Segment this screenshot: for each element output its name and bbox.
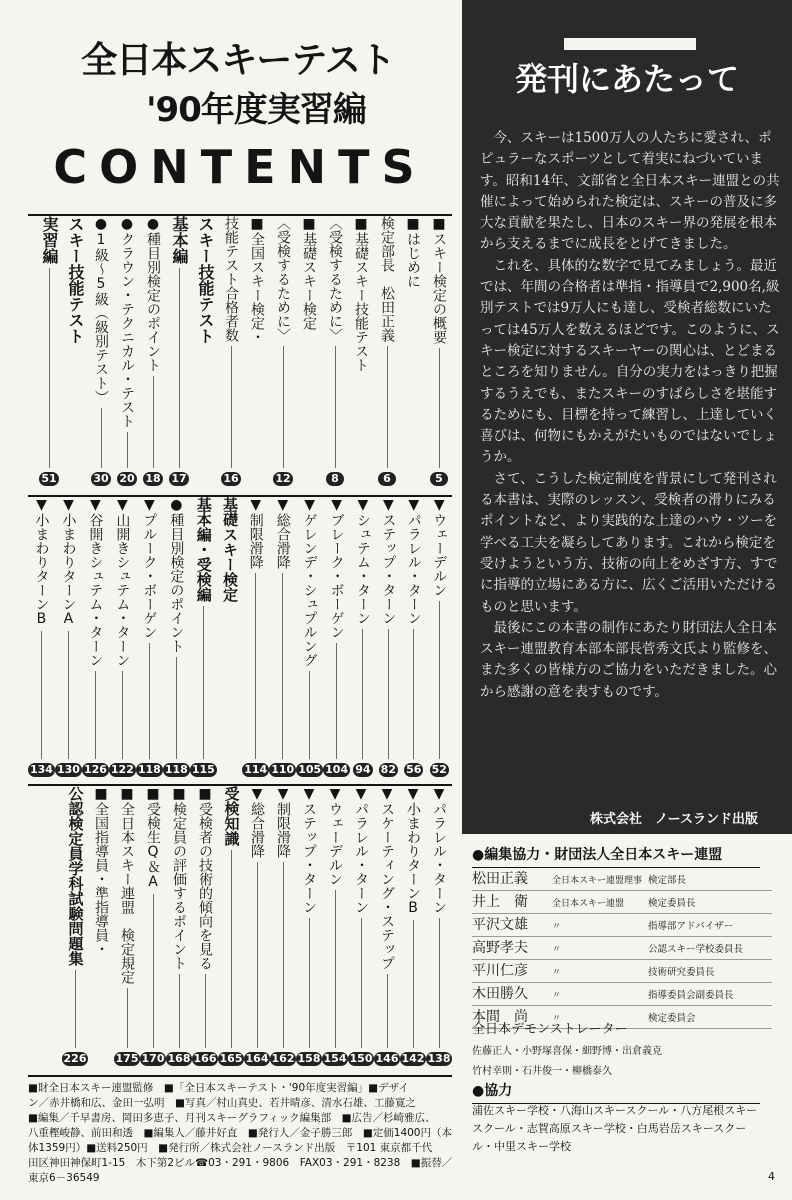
toc-page-number: 175 bbox=[115, 1052, 139, 1065]
toc-leader-line bbox=[336, 643, 337, 759]
toc-entry-title: ■基礎スキー検定 bbox=[301, 216, 317, 330]
toc-entry bbox=[400, 786, 426, 1066]
demonstrators-names: 佐藤正人・小野塚喜保・細野博・出倉義克 bbox=[472, 1046, 662, 1057]
toc-entry bbox=[374, 216, 400, 486]
toc-entry bbox=[244, 786, 270, 1066]
toc-entry-title: ▼ウェーデルン bbox=[431, 497, 448, 597]
toc-page-number: 105 bbox=[298, 763, 322, 776]
staff-organization: 〃 bbox=[552, 968, 562, 978]
demonstrators-label: 全日本デモンストレーター bbox=[472, 1022, 628, 1037]
toc-entry-title: ▼小まわりターンA bbox=[60, 497, 77, 627]
toc-page-number: 104 bbox=[325, 763, 349, 776]
toc-page-number: 6 bbox=[378, 472, 396, 486]
toc-entry-title: ▼ステップ・ターン bbox=[380, 497, 397, 625]
staff-role: 技術研究委員長 bbox=[648, 967, 715, 978]
toc-leader-line bbox=[387, 346, 388, 468]
credit-line: ■財全日本スキー連盟監修 ■「全日本スキーテスト・'90年度実習編」■デザイ bbox=[28, 1082, 409, 1094]
toc-page-number: 165 bbox=[219, 1052, 243, 1065]
credit-line: 東京6－36549 bbox=[28, 1172, 100, 1184]
toc-entry-title: 公認検定員学科試験問題集 bbox=[66, 786, 85, 966]
toc-entry bbox=[190, 497, 217, 777]
demonstrators-names: 竹村幸則・石井俊一・柳橋泰久 bbox=[472, 1066, 612, 1077]
toc-entry bbox=[88, 216, 114, 486]
foreword-body bbox=[480, 128, 780, 703]
toc-entry bbox=[374, 786, 400, 1066]
toc-entry bbox=[166, 216, 192, 486]
toc-entry-title: ■全日本スキー連盟 検定規定 bbox=[119, 786, 135, 984]
toc-leader-line bbox=[335, 890, 336, 1048]
toc-entry-title: ■検定員の評価するポイント bbox=[171, 786, 187, 970]
toc-entry-title: ■スキー検定の概要 bbox=[431, 216, 447, 344]
toc-entry-title: ■基礎スキー技能テスト bbox=[353, 216, 369, 372]
toc-entry-title: ▼小まわりターンB bbox=[405, 786, 421, 916]
toc-leader-line bbox=[68, 631, 69, 759]
toc-page-number: 114 bbox=[244, 763, 268, 776]
toc-leader-line bbox=[257, 862, 258, 1048]
toc-entry bbox=[136, 497, 163, 777]
toc-page-number: 82 bbox=[380, 763, 396, 776]
toc-entry bbox=[296, 216, 322, 486]
toc-entry bbox=[427, 497, 452, 777]
toc-panel-3 bbox=[28, 784, 452, 1066]
staff-name: 木田勝久 bbox=[472, 986, 528, 1002]
foreword-paragraph: 最後にこの本書の制作にあたり財団法人全日本スキー連盟教育本部本部長菅秀文氏より監修を、また多くの皆様方のご協力をいただきました。心から感謝の意を表すものです。 bbox=[480, 619, 777, 700]
toc-entry bbox=[323, 497, 350, 777]
staff-row bbox=[472, 960, 772, 983]
toc-entry bbox=[322, 786, 348, 1066]
toc-entry-title: ▼制限滑降 bbox=[247, 497, 264, 569]
toc-entry bbox=[55, 497, 82, 777]
foreword-paragraph: さて、こうした検定制度を背景にして発刊される本書は、実際のレッスン、受検者の滑りにみるポイントなど、より実践的な上達のハウ・ツーを学べる工夫を凝らしてあります。これから検定を受けようという方、技術の向上をめざす方、すでに指導的立場にある方に、広くご活用いただけるものと思います。 bbox=[480, 470, 778, 615]
toc-entry bbox=[269, 497, 296, 777]
toc-page-number: 122 bbox=[110, 763, 134, 776]
toc-page-number: 150 bbox=[349, 1052, 373, 1065]
toc-entry bbox=[109, 497, 136, 777]
page-number: 4 bbox=[768, 1170, 775, 1183]
toc-entry bbox=[62, 786, 88, 1066]
toc-leader-line bbox=[388, 629, 389, 759]
decorative-bar bbox=[564, 38, 696, 50]
toc-entry-title: ▼ブレーク・ボーゲン bbox=[328, 497, 345, 639]
toc-page-number: 134 bbox=[30, 763, 53, 776]
staff-name: 松田正義 bbox=[472, 871, 528, 887]
toc-leader-line bbox=[179, 268, 180, 468]
toc-leader-line bbox=[255, 573, 256, 759]
toc-page-number: 56 bbox=[406, 763, 422, 776]
toc-page-number: 142 bbox=[401, 1052, 425, 1065]
toc-entry-title: ▼シュテム・ターン bbox=[354, 497, 371, 625]
toc-leader-line bbox=[439, 918, 440, 1048]
toc-page-number: 8 bbox=[326, 472, 344, 486]
staff-organization: 〃 bbox=[552, 991, 562, 1001]
toc-entry bbox=[36, 216, 62, 486]
staff-row bbox=[472, 868, 772, 891]
toc-entry-title: 〈受検するために〉 bbox=[275, 216, 291, 342]
toc-entry bbox=[114, 786, 140, 1066]
toc-leader-line bbox=[176, 657, 177, 759]
toc-page-number: 164 bbox=[245, 1052, 269, 1065]
toc-entry-title: ■受検者の技術的傾向を見る bbox=[197, 786, 213, 970]
toc-page-number: 51 bbox=[41, 472, 57, 485]
toc-entry bbox=[82, 497, 109, 777]
toc-leader-line bbox=[335, 346, 336, 468]
toc-leader-line bbox=[231, 850, 232, 1048]
cooperation-heading: ●編集協力・財団法人全日本スキー連盟 bbox=[472, 844, 760, 868]
toc-entry bbox=[28, 497, 55, 777]
toc-page-number: 94 bbox=[355, 763, 371, 776]
toc-entry bbox=[348, 786, 374, 1066]
toc-page-number: 118 bbox=[164, 763, 188, 776]
foreword-panel bbox=[462, 0, 792, 834]
toc-entry-title: ●種目別検定のポイント bbox=[168, 497, 185, 653]
toc-page-number: 130 bbox=[56, 763, 80, 776]
toc-entry bbox=[401, 497, 426, 777]
toc-leader-line bbox=[153, 894, 154, 1048]
toc-leader-line bbox=[41, 631, 42, 759]
toc-entry-title: ▼小まわりターンB bbox=[33, 497, 50, 627]
toc-entry bbox=[244, 216, 270, 486]
toc-entry-title: 基本編 bbox=[170, 216, 189, 264]
toc-entry-title: 受検知識 bbox=[222, 786, 241, 846]
toc-entry bbox=[192, 786, 218, 1066]
toc-entry-title: 実習編 bbox=[40, 216, 59, 264]
toc-leader-line bbox=[231, 346, 232, 468]
toc-leader-line bbox=[153, 376, 154, 468]
toc-entry bbox=[296, 786, 322, 1066]
toc-entry-title: ▼プルーク・ボーゲン bbox=[141, 497, 158, 639]
toc-entry-title: ■はじめに bbox=[405, 216, 421, 288]
toc-entry bbox=[426, 786, 452, 1066]
toc-leader-line bbox=[203, 606, 204, 759]
toc-panel-2 bbox=[28, 495, 452, 777]
toc-entry-title: ▼パラレル・ターン bbox=[405, 497, 422, 625]
foreword-title: 発刊にあたって bbox=[514, 60, 739, 98]
toc-entry bbox=[270, 786, 296, 1066]
toc-leader-line bbox=[439, 348, 440, 468]
toc-entry bbox=[296, 497, 323, 777]
toc-page-number: 5 bbox=[430, 472, 448, 486]
toc-leader-line bbox=[179, 974, 180, 1048]
toc-leader-line bbox=[413, 920, 414, 1048]
toc-entry-title: ■全国スキー検定・ bbox=[249, 216, 265, 344]
toc-entry bbox=[192, 216, 218, 486]
toc-entry-title: ▼スケーティング・ステップ bbox=[379, 786, 395, 970]
staff-organization: 〃 bbox=[552, 1014, 562, 1024]
toc-page-number: 226 bbox=[63, 1052, 87, 1065]
staff-name: 平沢文雄 bbox=[472, 917, 528, 933]
toc-leader-line bbox=[387, 974, 388, 1048]
staff-name: 平川仁彦 bbox=[472, 963, 528, 979]
toc-page-number: 158 bbox=[297, 1052, 321, 1065]
publisher-name: 株式会社 ノースランド出版 bbox=[590, 812, 758, 827]
toc-entry-title: ■全国指導員・準指導員・ bbox=[93, 786, 109, 956]
toc-leader-line bbox=[361, 918, 362, 1048]
toc-entry-title: ●1級〜5級（級別テスト） bbox=[93, 216, 109, 404]
toc-entry bbox=[163, 497, 190, 777]
toc-page-number: 170 bbox=[141, 1052, 165, 1065]
toc-entry bbox=[348, 216, 374, 486]
cooperation-schools-heading: ●協力 bbox=[472, 1080, 760, 1104]
toc-entry-title: ▼制限滑降 bbox=[275, 786, 291, 858]
toc-leader-line bbox=[362, 629, 363, 759]
staff-row bbox=[472, 891, 772, 914]
staff-role: 指導部アドバイザー bbox=[648, 921, 734, 932]
toc-leader-line bbox=[101, 408, 102, 468]
toc-page-number: 12 bbox=[275, 472, 291, 485]
cooperating-schools: 浦佐スキー学校・八海山スキースクール・八方尾根スキースクール・志賀高原スキー学校・白馬岩岳スキースクール・中里スキー学校 bbox=[472, 1104, 758, 1153]
toc-entry-title: スキー技能テスト bbox=[196, 216, 215, 344]
foreword-paragraph: 今、スキーは1500万人の人たちに愛され、ポピュラーなスポーツとして着実にねづいています。昭和14年、文部省と全日本スキー連盟との共催によって始められた検定は、スキーの普及に多大な貢献を果たし、日本のスキー界の発展を根本から支えるまでに成長をとげてきました。 bbox=[480, 130, 780, 253]
toc-leader-line bbox=[283, 862, 284, 1048]
staff-organization: 〃 bbox=[552, 922, 562, 932]
contents-heading: CONTENTS bbox=[53, 140, 427, 194]
toc-entry bbox=[140, 786, 166, 1066]
staff-organization: 全日本スキー連盟 bbox=[552, 899, 625, 909]
toc-entry-title: ▼山開きシュテム・ターン bbox=[114, 497, 131, 667]
toc-page-number: 154 bbox=[323, 1052, 347, 1065]
toc-page-number: 115 bbox=[191, 763, 215, 776]
toc-page-number: 138 bbox=[427, 1052, 451, 1065]
staff-list bbox=[472, 868, 772, 1029]
toc-leader-line bbox=[75, 970, 76, 1048]
staff-role: 検定委員長 bbox=[648, 898, 696, 909]
toc-entry-title: 基礎スキー検定 bbox=[221, 497, 240, 602]
book-title: 全日本スキーテスト bbox=[81, 40, 395, 81]
toc-entry-title: 基本編・受検編 bbox=[194, 497, 213, 602]
toc-entry bbox=[62, 216, 88, 486]
toc-entry bbox=[114, 216, 140, 486]
staff-role: 検定部長 bbox=[648, 875, 687, 886]
credit-line: 体1359円）■送料250円 ■発行所／株式会社ノースランド出版 〒101 東京都千代 bbox=[28, 1142, 433, 1154]
toc-entry bbox=[217, 497, 242, 777]
toc-panel-1 bbox=[28, 214, 452, 486]
toc-entry-title: ▼ゲレンデ・シュプルング bbox=[301, 497, 318, 667]
toc-leader-line bbox=[413, 629, 414, 759]
toc-page-number: 110 bbox=[271, 763, 295, 776]
staff-organization: 〃 bbox=[552, 945, 562, 955]
toc-entry bbox=[350, 497, 375, 777]
toc-page-number: 20 bbox=[119, 472, 135, 485]
staff-role: 検定委員会 bbox=[648, 1013, 696, 1024]
toc-leader-line bbox=[439, 601, 440, 759]
credit-line: ン／赤井橋和広、金田一弘明 ■写真／村山真史、若井晴彦、清水石雄、工藤寛之 bbox=[28, 1097, 416, 1109]
toc-entry-title: 〈受検するために〉 bbox=[327, 216, 343, 342]
toc-entry bbox=[322, 216, 348, 486]
toc-entry bbox=[218, 786, 244, 1066]
toc-entry-title: ▼ウェーデルン bbox=[327, 786, 343, 886]
toc-leader-line bbox=[205, 974, 206, 1048]
book-subtitle: '90年度実習編 bbox=[146, 90, 366, 130]
toc-leader-line bbox=[149, 643, 150, 759]
toc-entry-title: ▼パラレル・ターン bbox=[431, 786, 447, 914]
toc-page-number: 18 bbox=[145, 472, 161, 485]
toc-leader-line bbox=[95, 671, 96, 759]
toc-entry-title: ▼総合滑降 bbox=[249, 786, 265, 858]
toc-page-number: 166 bbox=[193, 1052, 217, 1065]
staff-row bbox=[472, 937, 772, 960]
credit-line: 田区神田神保町1-15 木下第2ビル☎03・291・9806 FAX03・291・8238 ■振替／ bbox=[28, 1157, 453, 1169]
staff-role: 指導委員会副委員長 bbox=[648, 990, 734, 1001]
toc-entry bbox=[166, 786, 192, 1066]
toc-entry-title: 検定部長 松田正義 bbox=[379, 216, 395, 342]
toc-page-number: 118 bbox=[137, 763, 161, 776]
credit-line: 八重樫峻静、前田和透 ■編集人／藤井好直 ■発行人／金子勝三郎 ■定価1400円（本 bbox=[28, 1127, 452, 1139]
toc-leader-line bbox=[122, 671, 123, 759]
toc-page-number: 146 bbox=[375, 1052, 399, 1065]
staff-row bbox=[472, 914, 772, 937]
toc-entry bbox=[400, 216, 426, 486]
toc-entry-title: ▼総合滑降 bbox=[274, 497, 291, 569]
toc-entry bbox=[242, 497, 269, 777]
toc-entry bbox=[426, 216, 452, 486]
colophon-credits bbox=[28, 1075, 452, 1186]
toc-page-number: 17 bbox=[171, 472, 187, 485]
staff-organization: 全日本スキー連盟理事 bbox=[552, 876, 643, 886]
toc-page-number: 16 bbox=[223, 472, 239, 485]
toc-entry-title: スキー技能テスト bbox=[66, 216, 85, 344]
staff-name: 井上 衛 bbox=[472, 894, 528, 910]
staff-row bbox=[472, 983, 772, 1006]
toc-leader-line bbox=[283, 346, 284, 468]
toc-leader-line bbox=[127, 988, 128, 1048]
credit-line: ■編集／千早書房、岡田多恵子、月刊スキーグラフィック編集部 ■広告／杉崎雅広、 bbox=[28, 1112, 436, 1124]
toc-leader-line bbox=[49, 268, 50, 468]
toc-page-number: 30 bbox=[93, 472, 109, 485]
toc-leader-line bbox=[309, 918, 310, 1048]
foreword-paragraph: これを、具体的な数字で見てみましょう。最近では、年間の合格者は準指・指導員で2,900名,級別テストでは9万人にも達し、受検者総数にいたっては45万人を数えるほどです。このように、スキー検定に対するスキーヤーの関心は、とどまるところを知りません。自分の実力をはっきり把握するうえでも、またスキーのすばらしさを堪能するためにも、目標を持って練習し、上達していく喜びは、何物にもかえがたいものではないでしょうか。 bbox=[480, 257, 780, 466]
toc-leader-line bbox=[282, 573, 283, 759]
toc-entry-title: ●クラウン・テクニカル・テスト bbox=[119, 216, 135, 428]
toc-entry-title: ■受検生Q＆A bbox=[145, 786, 161, 890]
toc-entry bbox=[376, 497, 401, 777]
toc-entry-title: ●種目別検定のポイント bbox=[145, 216, 161, 372]
toc-entry-title: ▼谷開きシュテム・ターン bbox=[87, 497, 104, 667]
toc-page-number: 126 bbox=[83, 763, 107, 776]
toc-entry-title: ▼ステップ・ターン bbox=[301, 786, 317, 914]
toc-entry-title: ▼パラレル・ターン bbox=[353, 786, 369, 914]
toc-leader-line bbox=[309, 671, 310, 759]
toc-entry bbox=[270, 216, 296, 486]
staff-name: 本間 尚 bbox=[472, 1009, 528, 1025]
toc-page-number: 168 bbox=[167, 1052, 191, 1065]
toc-entry bbox=[140, 216, 166, 486]
toc-page-number: 52 bbox=[431, 763, 447, 776]
toc-leader-line bbox=[127, 432, 128, 468]
toc-page-number: 162 bbox=[271, 1052, 295, 1065]
toc-entry bbox=[218, 216, 244, 486]
staff-name: 高野孝夫 bbox=[472, 940, 528, 956]
toc-entry-title: 技能テスト合格者数 bbox=[223, 216, 239, 342]
staff-role: 公認スキー学校委員長 bbox=[648, 944, 744, 955]
toc-entry bbox=[88, 786, 114, 1066]
